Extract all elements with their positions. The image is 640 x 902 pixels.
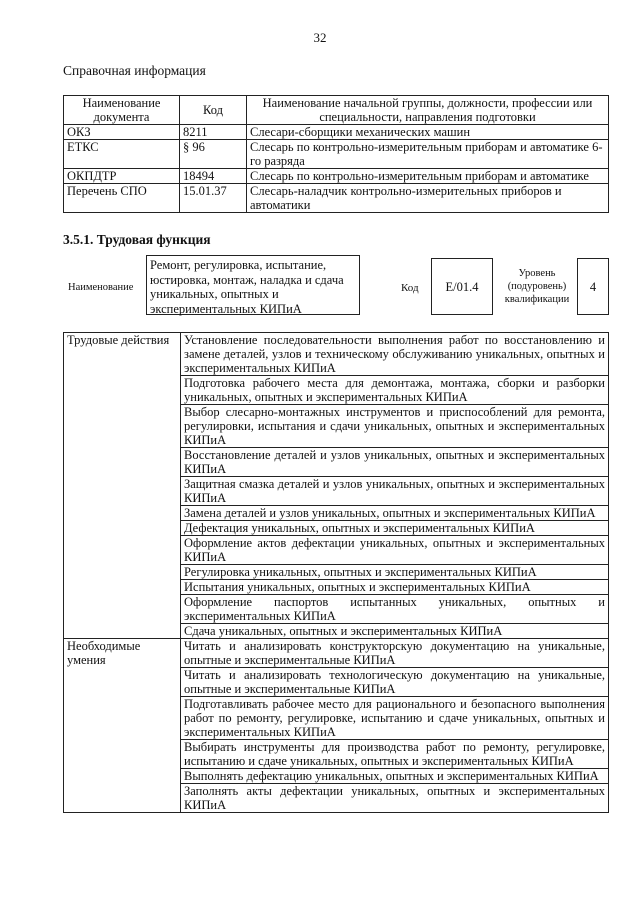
skill-item: Читать и анализировать конструкторскую документацию на уникальные, опытные и экспериментальные КИПиА: [181, 639, 609, 668]
section-title: 3.5.1. Трудовая функция: [63, 232, 211, 247]
table-cell: Перечень СПО: [64, 184, 180, 213]
page-number: 32: [313, 30, 327, 45]
labor-action-item: Оформление актов дефектации уникальных, опытных и экспериментальных КИПиА: [181, 536, 609, 565]
table-row: [64, 639, 609, 668]
labor-action-item: Сдача уникальных, опытных и экспериментальных КИПиА: [181, 624, 609, 639]
table-cell: ОКПДТР: [64, 169, 180, 184]
qualification-level: 4: [577, 258, 609, 315]
skills-label: Необходимые умения: [64, 639, 181, 813]
labor-action-item: Восстановление деталей и узлов уникальных, опытных и экспериментальных КИПиА: [181, 448, 609, 477]
labor-action-item: Регулировка уникальных, опытных и экспериментальных КИПиА: [181, 565, 609, 580]
labor-action-item: Дефектация уникальных, опытных и экспериментальных КИПиА: [181, 521, 609, 536]
table-row: [64, 184, 609, 213]
reference-title: Справочная информация: [63, 63, 206, 78]
table-cell: Слесарь-наладчик контрольно-измерительных приборов и автоматики: [247, 184, 609, 213]
column-header: Код: [180, 96, 247, 125]
table-cell: 8211: [180, 125, 247, 140]
table-header-row: [64, 96, 609, 125]
skill-item: Заполнять акты дефектации уникальных, опытных и экспериментальных КИПиА: [181, 784, 609, 813]
skill-item: Выполнять дефектацию уникальных, опытных и экспериментальных КИПиА: [181, 769, 609, 784]
function-details-table: [63, 332, 609, 813]
skill-item: Подготавливать рабочее место для рационального и безопасного выполнения работ по ремонту, регулировке, испытанию и сдаче уникальных, опытных и экспериментальных КИПиА: [181, 697, 609, 740]
function-code: E/01.4: [431, 258, 493, 315]
labor-action-item: Оформление паспортов испытанных уникальных, опытных и экспериментальных КИПиА: [181, 595, 609, 624]
table-cell: § 96: [180, 140, 247, 169]
table-row: [64, 125, 609, 140]
labor-action-item: Замена деталей и узлов уникальных, опытных и экспериментальных КИПиА: [181, 506, 609, 521]
labor-action-item: Испытания уникальных, опытных и экспериментальных КИПиА: [181, 580, 609, 595]
qualification-level-label: Уровень (подуровень) квалификации: [504, 268, 570, 305]
labor-actions-label: Трудовые действия: [64, 333, 181, 639]
labor-action-item: Выбор слесарно-монтажных инструментов и приспособлений для ремонта, регулировки, испытания и сдачи уникальных, опытных и экспериментальных КИПиА: [181, 405, 609, 448]
skill-item: Читать и анализировать технологическую документацию на уникальные, опытные и экспериментальные КИПиА: [181, 668, 609, 697]
table-cell: ЕТКС: [64, 140, 180, 169]
table-cell: ОКЗ: [64, 125, 180, 140]
table-cell: Слесарь по контрольно-измерительным приборам и автоматике 6-го разряда: [247, 140, 609, 169]
table-cell: 15.01.37: [180, 184, 247, 213]
labor-action-item: Подготовка рабочего места для демонтажа, монтажа, сборки и разборки уникальных, опытных и экспериментальных КИПиА: [181, 376, 609, 405]
table-row: [64, 140, 609, 169]
column-header: Наименование документа: [64, 96, 180, 125]
skill-item: Выбирать инструменты для производства работ по ремонту, регулировке, испытанию и сдаче уникальных, опытных и экспериментальных КИПиА: [181, 740, 609, 769]
labor-action-item: Установление последовательности выполнения работ по восстановлению и замене деталей, узлов и техническому обслуживанию уникальных, опытных и экспериментальных КИПиА: [181, 333, 609, 376]
reference-table: [63, 95, 609, 213]
column-header: Наименование начальной группы, должности, профессии или специальности, направления подготовки: [247, 96, 609, 125]
table-cell: 18494: [180, 169, 247, 184]
function-name: Ремонт, регулировка, испытание, юстировка, монтаж, наладка и сдача уникальных, опытных и экспериментальных КИПиА: [146, 255, 360, 315]
table-row: [64, 333, 609, 376]
table-cell: Слесарь по контрольно-измерительным приборам и автоматике: [247, 169, 609, 184]
table-row: [64, 169, 609, 184]
table-cell: Слесари-сборщики механических машин: [247, 125, 609, 140]
function-code-label: Код: [401, 282, 419, 294]
labor-action-item: Защитная смазка деталей и узлов уникальных, опытных и экспериментальных КИПиА: [181, 477, 609, 506]
function-name-label: Наименование: [68, 282, 134, 293]
